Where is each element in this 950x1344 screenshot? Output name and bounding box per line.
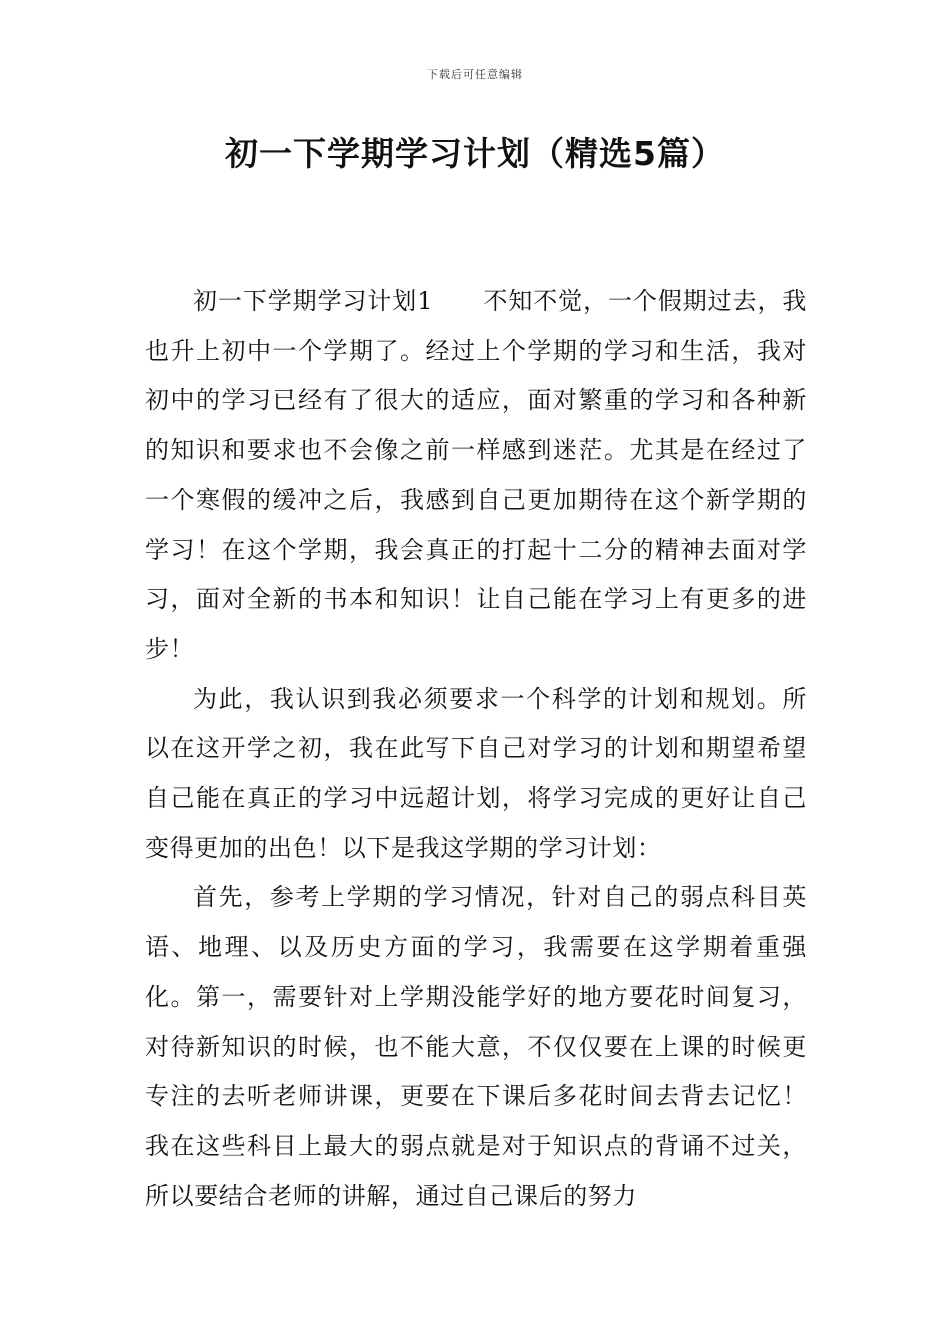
document-title: 初一下学期学习计划（精选5篇） (225, 134, 725, 173)
section-title: 初一下学期学习计划1 (193, 287, 434, 315)
paragraph-text: 不知不觉，一个假期过去，我也升上初中一个学期了。经过上个学期的学习和生活，我对初中的学习已经有了很大的适应，面对繁重的学习和各种新的知识和要求也不会像之前一样感到迷茫。尤其是在经过了一个寒假的缓冲之后，我感到自己更加期待在这个新学期的学习！在这个学期，我会真正的打起十二分的精神去面对学习，面对全新的书本和知识！让自己能在学习上有更多的进步！ (145, 287, 807, 663)
paragraph: 为此，我认识到我必须要求一个科学的计划和规划。所以在这开学之初，我在此写下自己对学习的计划和期望希望自己能在真正的学习中远超计划，将学习完成的更好让自己变得更加的出色！以下是我这学期的学习计划： (145, 684, 807, 862)
paragraph (145, 277, 807, 675)
paragraph: 首先，参考上学期的学习情况，针对自己的弱点科目英语、地理、以及历史方面的学习，我需要在这学期着重强化。第一，需要针对上学期没能学好的地方要花时间复习，对待新知识的时候，也不能大意，不仅仅要在上课的时候更专注的去听老师讲课，更要在下课后多花时间去背去记忆！我在这些科目上最大的弱点就是对于知识点的背诵不过关，所以要结合老师的讲解，通过自己课后的努力 (145, 883, 807, 1210)
document-body (145, 277, 807, 1221)
header-note: 下载后可任意编辑 (427, 68, 523, 81)
